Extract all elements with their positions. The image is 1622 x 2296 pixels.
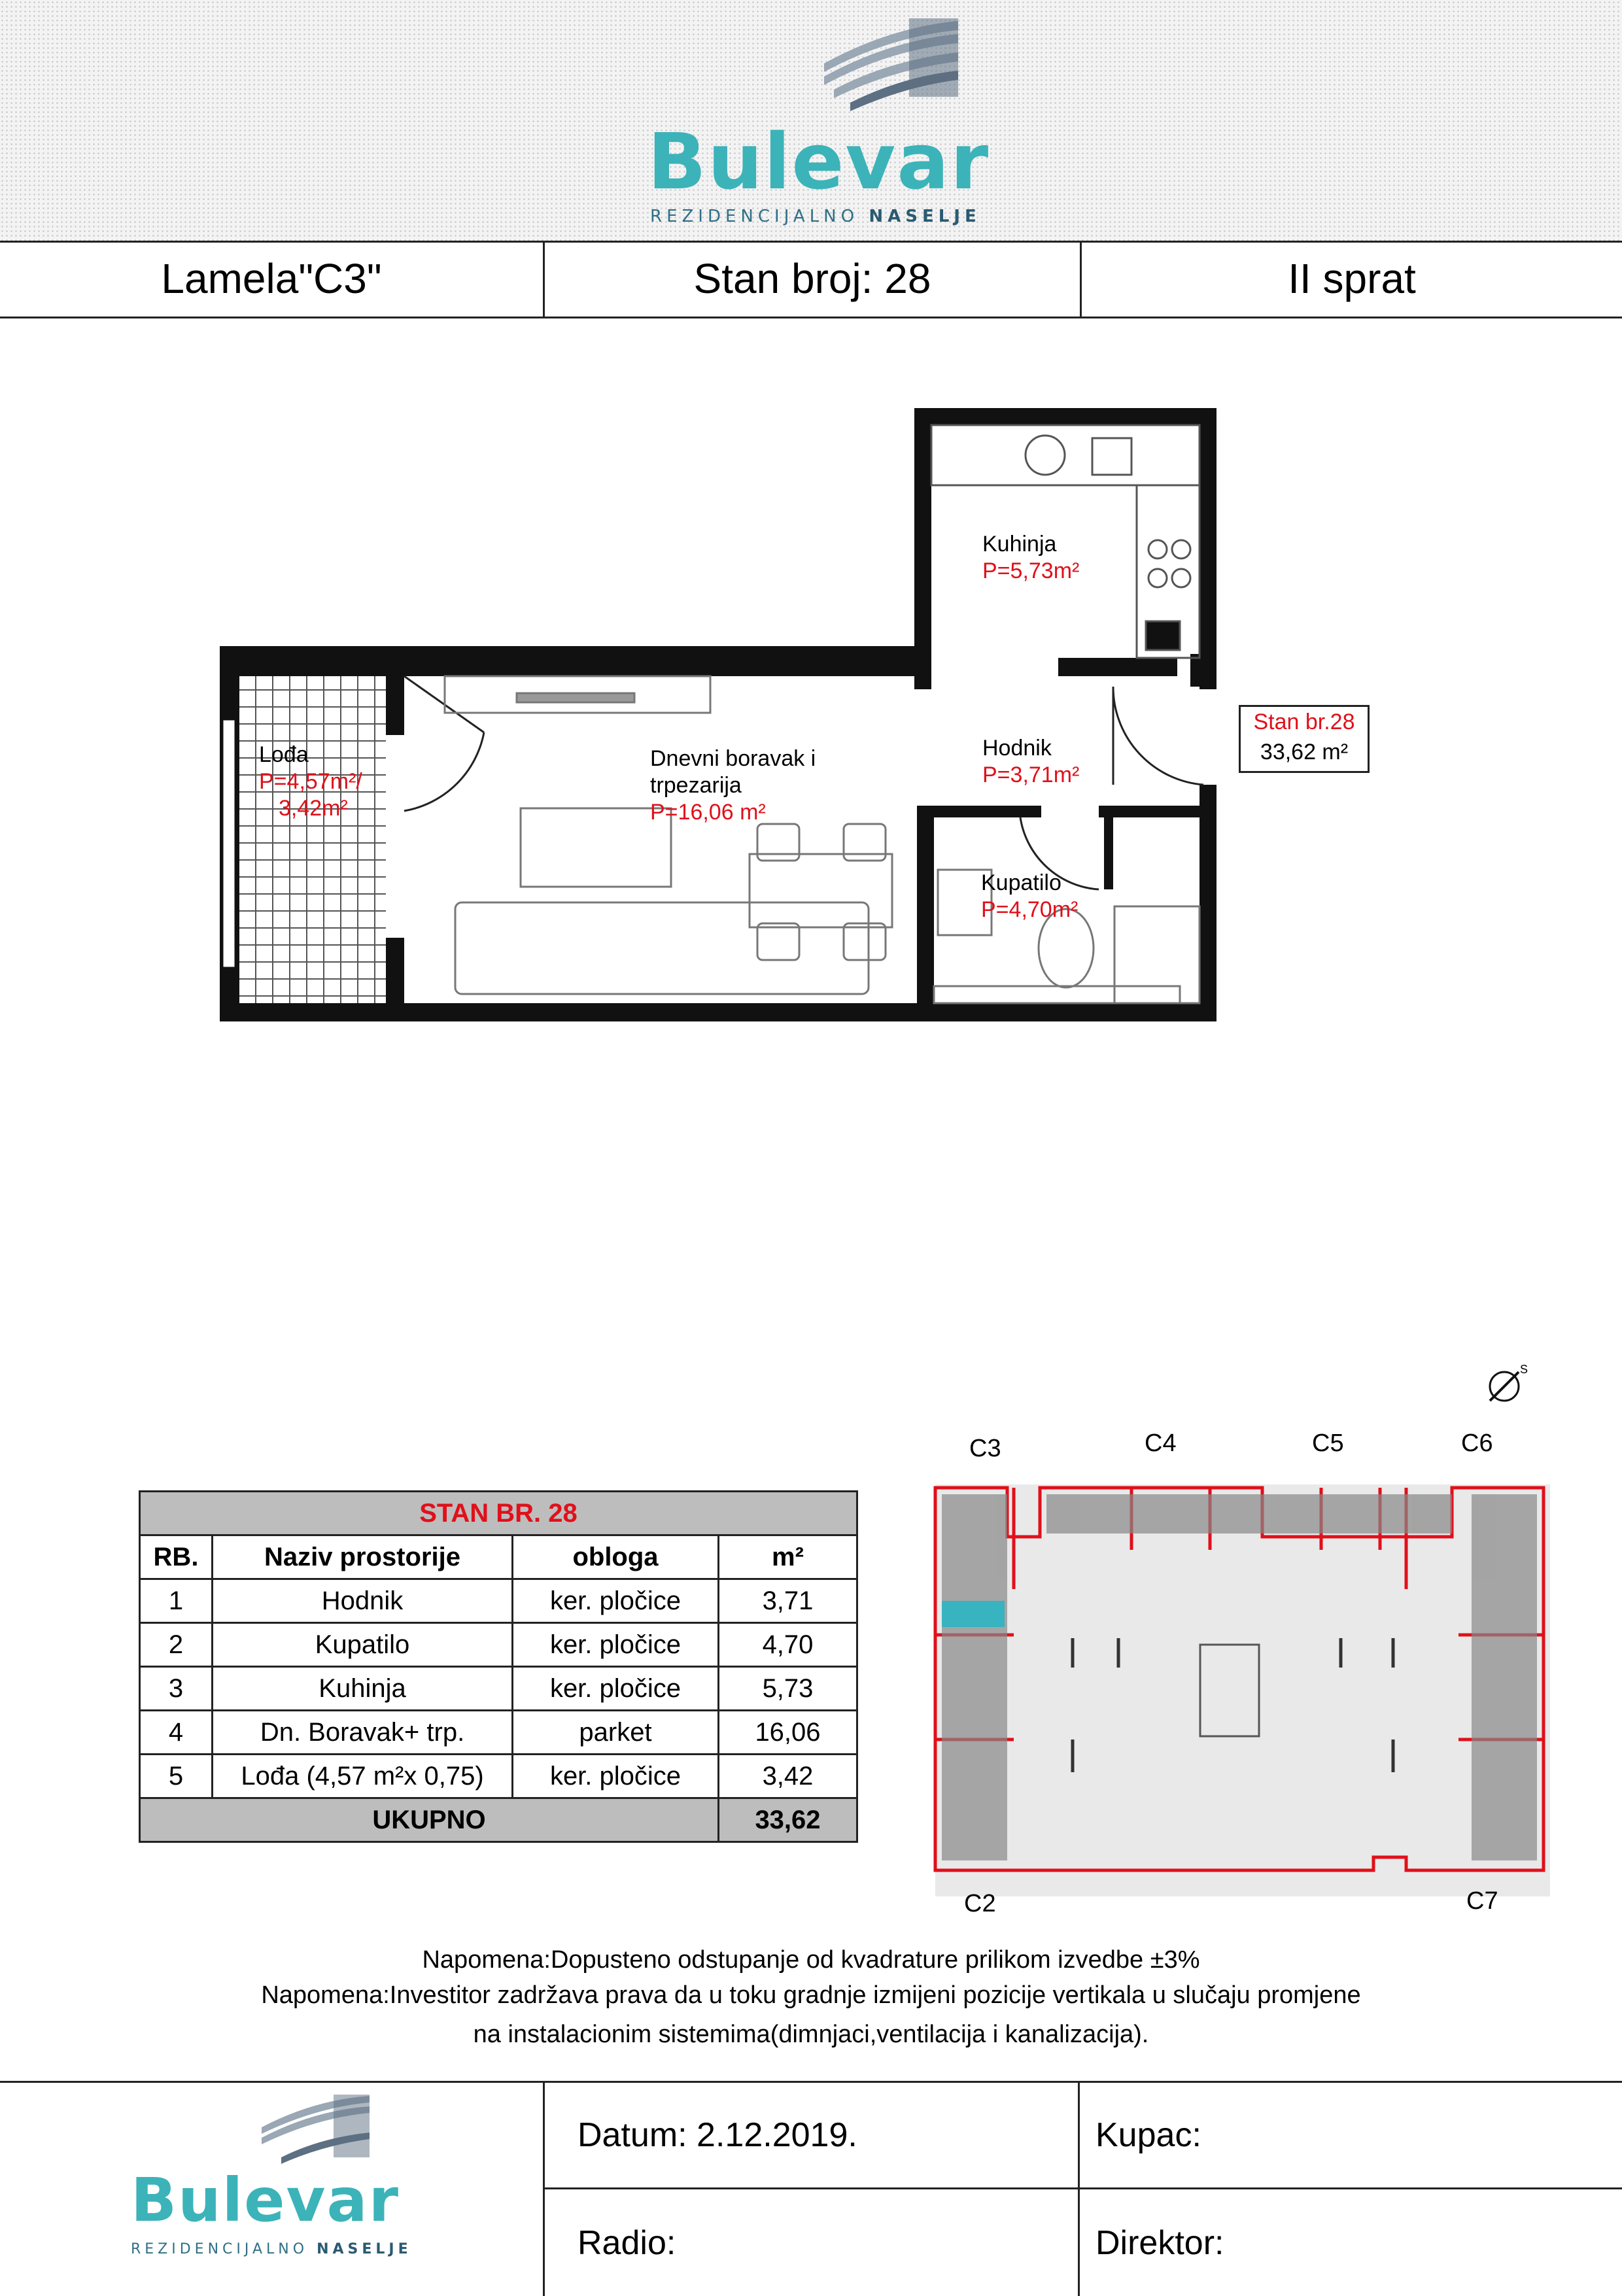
wall-bath-left — [917, 806, 934, 1003]
building-logo-icon — [255, 2092, 373, 2170]
buyer-field: Kupac: — [1096, 2116, 1201, 2154]
site-label-c2: C2 — [964, 1890, 996, 1917]
table-row: 5 Lođa (4,57 m²x 0,75) ker. pločice 3,42 — [140, 1755, 857, 1798]
entry-door — [1113, 687, 1203, 785]
wall-loggia-top — [386, 676, 404, 735]
room-kupatilo: Kupatilo P=4,70m² — [981, 870, 1078, 922]
sofa — [455, 902, 869, 994]
author-field: Radio: — [578, 2223, 676, 2262]
wall-loggia-bottom — [386, 938, 404, 1003]
coffee-table — [521, 808, 671, 887]
director-field: Direktor: — [1096, 2223, 1224, 2262]
site-label-c4: C4 — [1145, 1430, 1177, 1457]
footer-brand-wordmark: Bulevar — [131, 2165, 400, 2235]
wall-kitchen-bottom — [1058, 658, 1177, 676]
garage-area — [935, 1484, 1550, 1896]
brand-subtitle: REZIDENCIJALNO NASELJE — [650, 207, 981, 226]
table-row: 3 Kuhinja ker. pločice 5,73 — [140, 1667, 857, 1711]
shower — [1114, 906, 1199, 1003]
site-label-c3: C3 — [969, 1435, 1001, 1462]
header-banner — [0, 0, 1622, 243]
apartment-highlight — [942, 1601, 1005, 1627]
building-logo-icon — [811, 14, 961, 112]
lamela-label: Lamela"C3" — [0, 241, 545, 317]
note-installations: na instalacionim sistemima(dimnjaci,ventilacija i kanalizacija). — [473, 2021, 1149, 2048]
wall-right-lower — [1199, 785, 1216, 1021]
note-tolerance: Napomena:Dopusteno odstupanje od kvadrature prilikom izvedbe ±3% — [422, 1946, 1200, 1974]
brand-wordmark: Bulevar — [647, 116, 990, 207]
loggia-window — [222, 719, 235, 968]
wall-bath-top-right — [1099, 806, 1199, 817]
table-caption: STAN BR. 28 — [140, 1492, 857, 1535]
svg-text:S: S — [1520, 1363, 1528, 1376]
floor-label: II sprat — [1288, 255, 1416, 302]
wall-living-top — [220, 646, 931, 676]
kitchen-fridge — [1146, 621, 1180, 650]
kitchen-appliance — [1092, 438, 1131, 475]
room-kuhinja: Kuhinja P=5,73m² — [982, 532, 1080, 583]
title-row — [0, 241, 1622, 318]
table-row: 2 Kupatilo ker. pločice 4,70 — [140, 1623, 857, 1667]
table-header: RB. Naziv prostorije obloga m² — [140, 1535, 857, 1579]
room-table — [139, 1490, 858, 1843]
room-dnevni-boravak: Dnevni boravak i trpezarija P=16,06 m² — [650, 746, 816, 825]
room-hodnik: Hodnik P=3,71m² — [982, 736, 1080, 787]
footer — [0, 2081, 1622, 2296]
table-row: 4 Dn. Boravak+ trp. parket 16,06 — [140, 1711, 857, 1755]
wall-kitchen-top — [914, 408, 1216, 425]
note-investor: Napomena:Investitor zadržava prava da u toku gradnje izmijeni pozicije vertikala u slučaju promjene — [261, 1981, 1361, 2009]
wall-bottom — [220, 1003, 1216, 1021]
room-lodja: Lođa P=4,57m²/ 3,42m² — [259, 742, 362, 821]
compass-icon — [1490, 1363, 1528, 1401]
dining-table — [750, 854, 892, 927]
loggia-tiles — [239, 676, 386, 1003]
wall-bath-top — [917, 806, 1041, 817]
site-label-c6: C6 — [1461, 1430, 1493, 1457]
wall-kitchen-right — [1199, 408, 1216, 689]
apartment-number: Stan broj: 28 — [545, 241, 1082, 317]
table-total-row: UKUPNO 33,62 — [140, 1798, 857, 1842]
site-label-c5: C5 — [1312, 1430, 1344, 1457]
kitchen-sink — [1026, 436, 1065, 475]
wall-bath-mid — [1104, 817, 1113, 889]
footer-brand-subtitle: REZIDENCIJALNO NASELJE — [131, 2241, 412, 2257]
apartment-area-box: Stan br.28 33,62 m² — [1239, 705, 1370, 773]
date-field: Datum: 2.12.2019. — [578, 2116, 857, 2154]
site-label-c7: C7 — [1466, 1887, 1498, 1915]
table-row: 1 Hodnik ker. pločice 3,71 — [140, 1579, 857, 1623]
